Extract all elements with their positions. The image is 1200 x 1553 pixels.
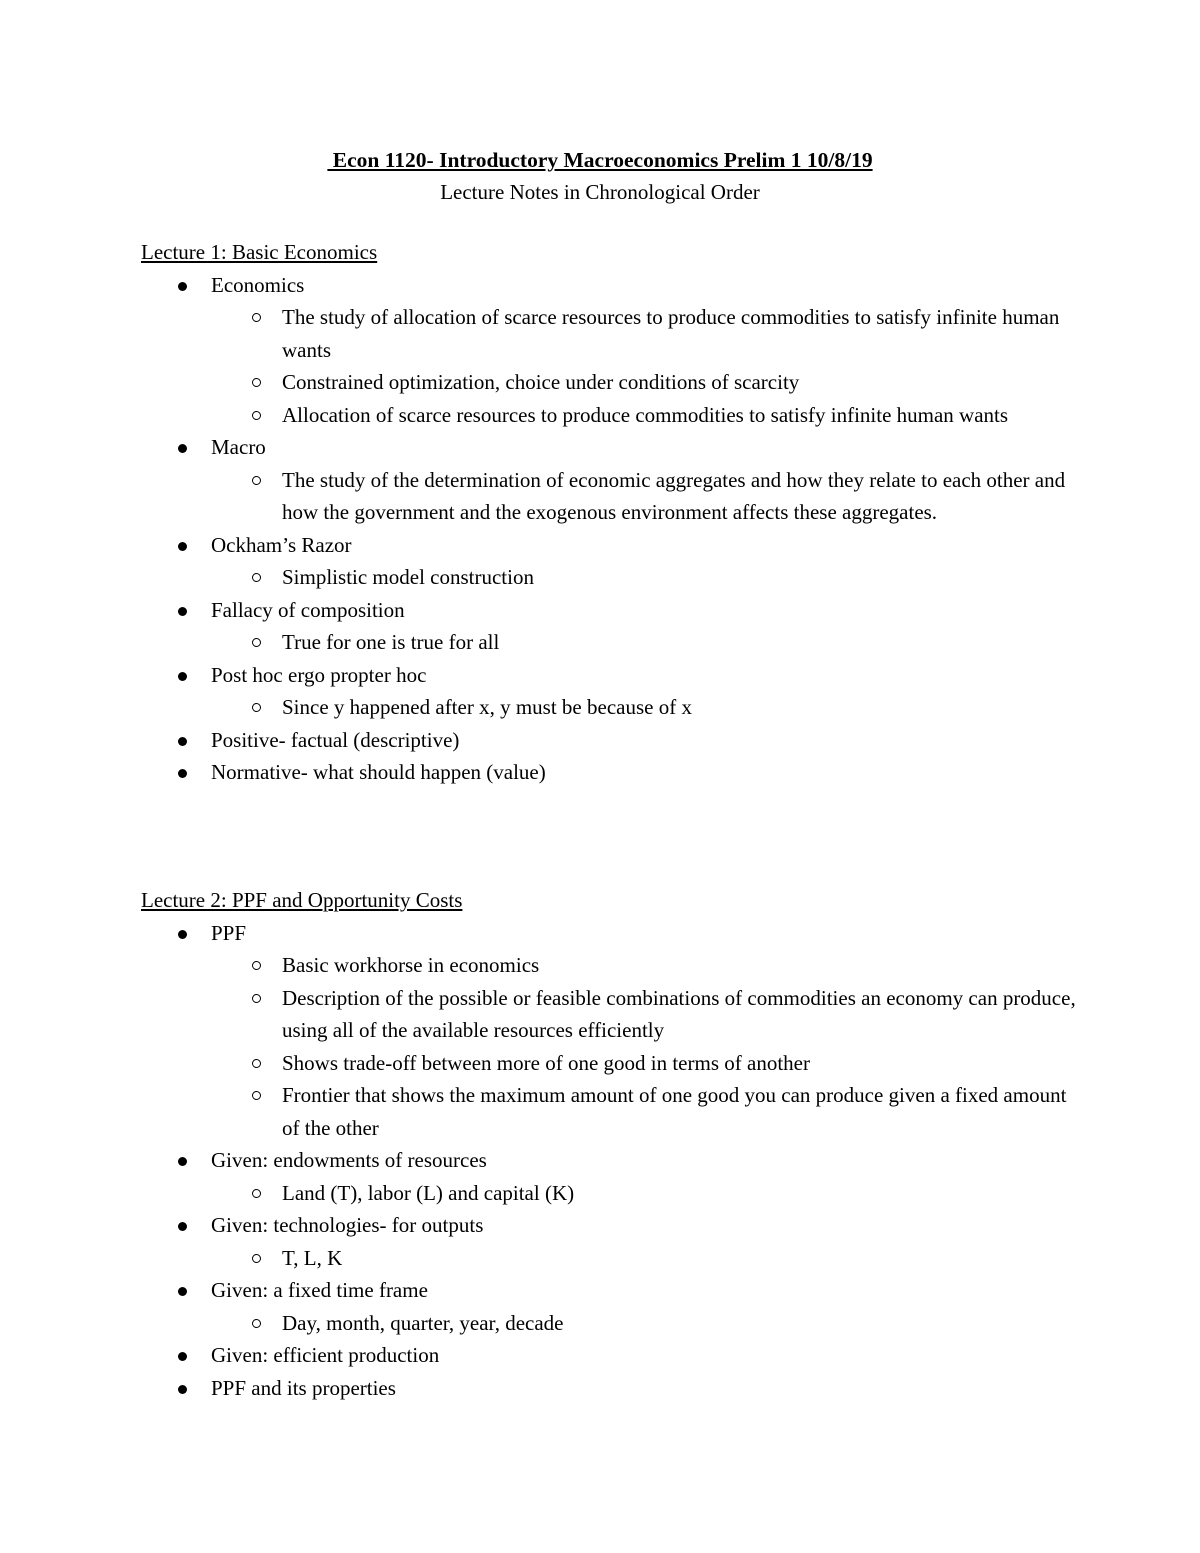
bullet-dot-icon: [178, 444, 187, 453]
bullet-circle-icon: [252, 1254, 261, 1263]
list-item-text: Macro: [211, 435, 266, 459]
bullet-dot-icon: [178, 930, 187, 939]
sub-bullet-list: [282, 561, 1081, 594]
sub-list-item-text: True for one is true for all: [282, 630, 500, 654]
sub-list-item: [282, 1079, 1081, 1144]
list-item-text: Positive- factual (descriptive): [211, 727, 460, 752]
sub-list-item: [282, 1177, 1081, 1210]
sub-bullet-list: [282, 1307, 1081, 1340]
list-item: [141, 1274, 1081, 1339]
sub-list-item-text: Land (T), labor (L) and capital (K): [282, 1180, 575, 1205]
sub-list-item: [282, 982, 1081, 1047]
sub-bullet-list: [282, 949, 1081, 1144]
list-item-text: Economics: [211, 272, 305, 297]
list-item-text: Given: technologies- for outputs: [211, 1213, 484, 1237]
sub-list-item-text: The study of the determination of economic aggregates and how they relate to each other and how the government and the exogenous environment affects these aggregates.: [282, 467, 1066, 524]
sub-list-item-text: Basic workhorse in economics: [282, 953, 540, 977]
bullet-circle-icon: [252, 1091, 261, 1100]
sub-bullet-list: [282, 1242, 1081, 1275]
list-item: [141, 594, 1081, 659]
bullet-circle-icon: [252, 378, 261, 387]
bullet-dot-icon: [178, 1222, 187, 1231]
bullet-circle-icon: [252, 1189, 261, 1198]
list-item: [141, 1339, 1081, 1372]
sub-list-item-text: Allocation of scarce resources to produce commodities to satisfy infinite human wants: [282, 402, 1009, 427]
bullet-circle-icon: [252, 1319, 261, 1328]
sub-bullet-list: [282, 1177, 1081, 1210]
sub-list-item-text: Constrained optimization, choice under conditions of scarcity: [282, 370, 800, 394]
sub-list-item-text: The study of allocation of scarce resources to produce commodities to satisfy infinite human wants: [282, 305, 1060, 362]
sub-bullet-list: [282, 301, 1081, 431]
sub-bullet-list: [282, 464, 1081, 529]
sub-list-item: [282, 1307, 1081, 1340]
sub-list-item: [282, 301, 1081, 366]
list-item: [141, 529, 1081, 594]
bullet-dot-icon: [178, 1287, 187, 1296]
list-item-text: Given: endowments of resources: [211, 1148, 487, 1172]
document-title: Econ 1120- Introductory Macroeconomics Prelim 1 10/8/19: [327, 148, 873, 172]
list-item-text: Given: a fixed time frame: [211, 1278, 428, 1302]
bullet-list: [141, 269, 1081, 789]
sub-list-item-text: T, L, K: [282, 1245, 343, 1270]
bullet-dot-icon: [178, 607, 187, 616]
sub-list-item: [282, 1242, 1081, 1275]
bullet-dot-icon: [178, 769, 187, 778]
sub-list-item-text: Since y happened after x, y must be because of x: [282, 695, 692, 719]
list-item: [141, 269, 1081, 432]
sub-list-item: [282, 626, 1081, 659]
sub-list-item: [282, 1047, 1081, 1080]
list-item-text: Fallacy of composition: [211, 597, 405, 622]
sub-list-item-text: Day, month, quarter, year, decade: [282, 1310, 564, 1335]
sub-list-item-text: Description of the possible or feasible combinations of commodities an economy can produce, using all of the available resources efficiently: [282, 985, 1076, 1042]
sub-list-item-text: Shows trade-off between more of one good in terms of another: [282, 1050, 810, 1075]
bullet-dot-icon: [178, 1157, 187, 1166]
sub-list-item-text: Frontier that shows the maximum amount of one good you can produce given a fixed amount of the other: [282, 1083, 1067, 1140]
sub-list-item: [282, 464, 1081, 529]
list-item: [141, 1144, 1081, 1209]
sub-list-item-text: Simplistic model construction: [282, 565, 534, 589]
bullet-dot-icon: [178, 282, 187, 291]
lecture-section: [141, 884, 1081, 1404]
bullet-circle-icon: [252, 476, 261, 485]
bullet-dot-icon: [178, 737, 187, 746]
list-item: [141, 431, 1081, 529]
bullet-circle-icon: [252, 1059, 261, 1068]
bullet-circle-icon: [252, 961, 261, 970]
list-item: [141, 917, 1081, 1145]
bullet-dot-icon: [178, 1352, 187, 1361]
section-heading: Lecture 2: PPF and Opportunity Costs: [141, 888, 463, 912]
bullet-circle-icon: [252, 573, 261, 582]
list-item: [141, 1372, 1081, 1405]
sub-list-item: [282, 399, 1081, 432]
list-item: [141, 724, 1081, 757]
bullet-circle-icon: [252, 638, 261, 647]
list-item-text: Given: efficient production: [211, 1343, 440, 1367]
list-item-text: Normative- what should happen (value): [211, 760, 546, 784]
list-item: [141, 659, 1081, 724]
bullet-list: [141, 917, 1081, 1405]
sub-bullet-list: [282, 626, 1081, 659]
list-item-text: Post hoc ergo propter hoc: [211, 662, 427, 687]
bullet-circle-icon: [252, 313, 261, 322]
list-item-text: PPF and its properties: [211, 1375, 396, 1400]
sub-list-item: [282, 949, 1081, 982]
lecture-section: [141, 236, 1081, 789]
list-item: [141, 756, 1081, 789]
bullet-circle-icon: [252, 411, 261, 420]
section-heading: Lecture 1: Basic Economics: [141, 240, 378, 264]
list-item-text: Ockham’s Razor: [211, 532, 352, 557]
document-subtitle: Lecture Notes in Chronological Order: [440, 180, 760, 204]
bullet-circle-icon: [252, 994, 261, 1003]
sub-bullet-list: [282, 691, 1081, 724]
bullet-circle-icon: [252, 703, 261, 712]
list-item-text: PPF: [211, 920, 247, 945]
list-item: [141, 1209, 1081, 1274]
sub-list-item: [282, 366, 1081, 399]
sub-list-item: [282, 691, 1081, 724]
bullet-dot-icon: [178, 1385, 187, 1394]
bullet-dot-icon: [178, 672, 187, 681]
sub-list-item: [282, 561, 1081, 594]
bullet-dot-icon: [178, 542, 187, 551]
